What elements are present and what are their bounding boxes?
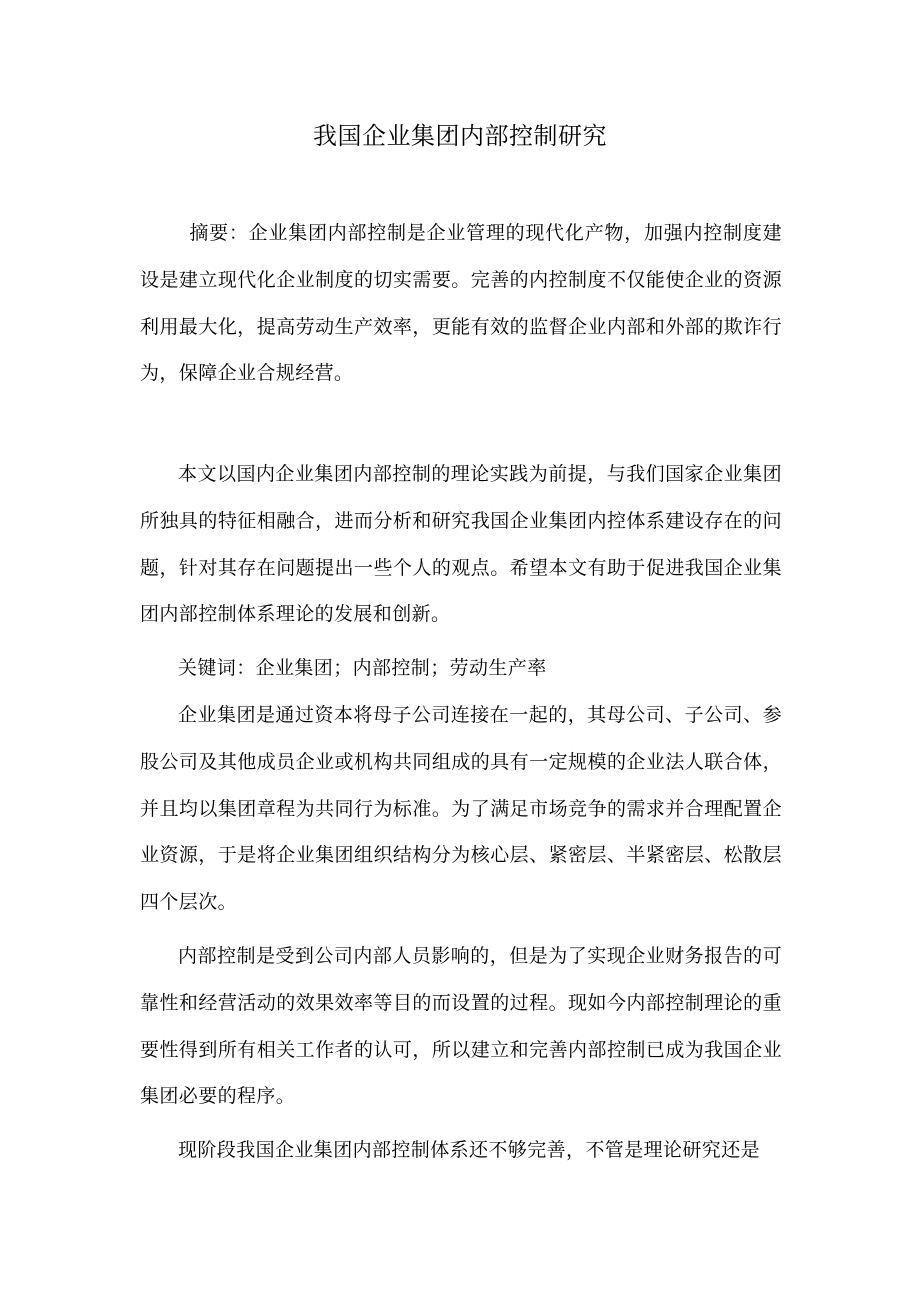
body-paragraph-enterprise-group: 企业集团是通过资本将母子公司连接在一起的，其母公司、子公司、参股公司及其他成员企业或机构共同组成的具有一定规模的企业法人联合体，并且均以集团章程为共同行为标准。为了满足市场竞争的需求并合理配置企业资源，于是将企业集团组织结构分为核心层、紧密层、半紧密层、松散层四个层次。: [140, 704, 782, 914]
document-title: 我国企业集团内部控制研究: [313, 122, 607, 150]
body-paragraph-current-stage: 现阶段我国企业集团内部控制体系还不够完善，不管是理论研究还是: [178, 1139, 761, 1161]
keywords-line: 关键词：企业集团；内部控制；劳动生产率: [178, 657, 547, 679]
intro-paragraph: 本文以国内企业集团内部控制的理论实践为前提，与我们国家企业集团所独具的特征相融合，进而分析和研究我国企业集团内控体系建设存在的问题，针对其存在问题提出一些个人的观点。希望本文有助于促进我国企业集团内部控制体系理论的发展和创新。: [140, 463, 782, 626]
abstract-paragraph: 摘要：企业集团内部控制是企业管理的现代化产物，加强内控制度建设是建立现代化企业制度的切实需要。完善的内控制度不仅能使企业的资源利用最大化，提高劳动生产效率，更能有效的监督企业内部和外部的欺诈行为，保障企业合规经营。: [140, 222, 782, 385]
body-paragraph-internal-control: 内部控制是受到公司内部人员影响的，但是为了实现企业财务报告的可靠性和经营活动的效果效率等目的而设置的过程。现如今内部控制理论的重要性得到所有相关工作者的认可，所以建立和完善内部控制已成为我国企业集团必要的程序。: [140, 945, 782, 1108]
